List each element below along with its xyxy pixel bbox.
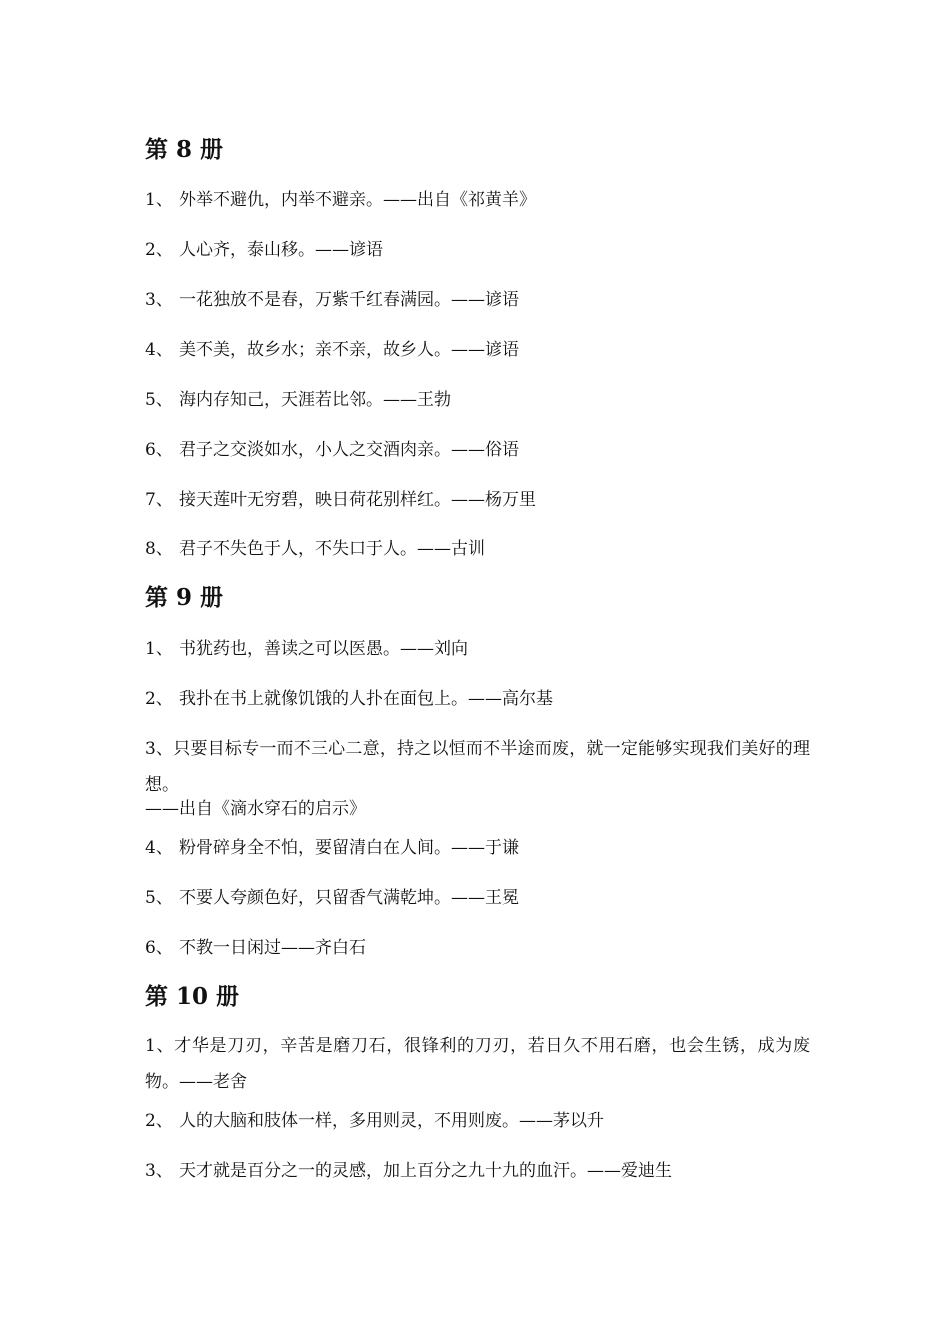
section-heading-book8: 第 8 册 xyxy=(145,136,224,163)
item-text: 君子不失色于人，不失口于人。——古训 xyxy=(179,539,485,559)
item-text: 人的大脑和肢体一样，多用则灵，不用则废。——茅以升 xyxy=(179,1111,604,1131)
section-heading-book10: 第 10 册 xyxy=(145,983,240,1010)
item-text: 不要人夸颜色好，只留香气满乾坤。——王冕 xyxy=(179,888,519,908)
list-item: 1、才华是刀刃，辛苦是磨刀石，很锋利的刀刃，若日久不用石磨，也会生锈，成为废物。——老舍 xyxy=(145,1036,810,1092)
item-text: 人心齐，泰山移。——谚语 xyxy=(179,240,383,260)
list-item xyxy=(145,488,536,512)
list-item xyxy=(145,338,519,362)
item-text: 天才就是百分之一的灵感，加上百分之九十九的血汗。——爱迪生 xyxy=(179,1161,672,1181)
item-number: 7、 xyxy=(145,490,173,510)
list-item xyxy=(145,288,519,312)
item-number: 6、 xyxy=(145,440,173,460)
item-text: 我扑在书上就像饥饿的人扑在面包上。——高尔基 xyxy=(179,689,553,709)
list-item xyxy=(145,537,485,561)
list-item xyxy=(145,388,451,412)
list-item: 3、只要目标专一而不三心二意，持之以恒而不半途而废，就一定能够实现我们美好的理想。 xyxy=(145,739,810,795)
item-number: 5、 xyxy=(145,888,173,908)
list-item xyxy=(145,1159,672,1183)
item-number: 8、 xyxy=(145,539,173,559)
item-text: 外举不避仇，内举不避亲。——出自《祁黄羊》 xyxy=(179,190,536,210)
list-item xyxy=(145,238,383,262)
item-text: 君子之交淡如水，小人之交酒肉亲。——俗语 xyxy=(179,440,519,460)
item-text: 一花独放不是春，万紫千红春满园。——谚语 xyxy=(179,290,519,310)
item-number: 3、 xyxy=(145,1161,173,1181)
item-number: 5、 xyxy=(145,390,173,410)
list-item xyxy=(145,438,519,462)
list-item xyxy=(145,1109,604,1133)
item-source: ——出自《滴水穿石的启示》 xyxy=(145,799,366,819)
list-item xyxy=(145,188,536,212)
list-item xyxy=(145,687,553,711)
section-heading-book9: 第 9 册 xyxy=(145,584,224,611)
item-number: 1、 xyxy=(145,190,173,210)
list-item xyxy=(145,936,366,960)
item-number: 2、 xyxy=(145,689,173,709)
item-text: 美不美，故乡水；亲不亲，故乡人。——谚语 xyxy=(179,340,519,360)
item-number: 6、 xyxy=(145,938,173,958)
item-text: 接天莲叶无穷碧，映日荷花别样红。——杨万里 xyxy=(179,490,536,510)
item-text: 不教一日闲过——齐白石 xyxy=(179,938,366,958)
item-number: 4、 xyxy=(145,340,173,360)
item-number: 2、 xyxy=(145,1111,173,1131)
list-item xyxy=(145,637,468,661)
item-number: 2、 xyxy=(145,240,173,260)
item-text: 海内存知己，天涯若比邻。——王勃 xyxy=(179,390,451,410)
list-item xyxy=(145,836,519,860)
item-number: 1、 xyxy=(145,639,173,659)
item-number: 4、 xyxy=(145,838,173,858)
list-item xyxy=(145,886,519,910)
item-text: 粉骨碎身全不怕，要留清白在人间。——于谦 xyxy=(179,838,519,858)
item-number: 3、 xyxy=(145,290,173,310)
item-text: 书犹药也，善读之可以医愚。——刘向 xyxy=(179,639,468,659)
